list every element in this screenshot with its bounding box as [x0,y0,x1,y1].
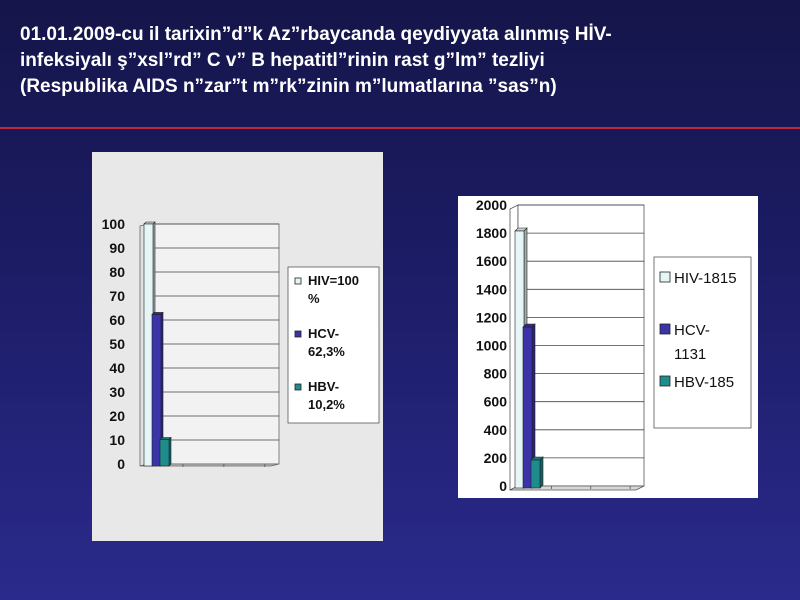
y-tick-label: 200 [483,449,507,466]
y-tick-label: 30 [109,384,125,400]
y-tick-label: 100 [101,216,125,232]
legend-label: HBV- [308,379,340,394]
y-tick-label: 40 [109,360,125,376]
slide-title [20,22,790,100]
legend-swatch [295,331,301,337]
y-tick-label: 1200 [475,309,507,326]
y-tick-label: 2000 [475,197,507,213]
legend-label: 10,2% [308,397,345,412]
legend-label: HBV-185 [674,374,735,391]
y-tick-label: 80 [109,264,125,280]
y-tick-label: 90 [109,240,125,256]
y-tick-label: 0 [117,456,125,472]
legend-label: 62,3% [308,344,345,359]
bar-hbv [531,457,543,488]
y-tick-label: 20 [109,408,125,424]
y-tick-label: 600 [483,393,507,410]
y-tick-label: 800 [483,365,507,382]
y-tick-label: 400 [483,421,507,438]
legend-swatch [660,376,670,386]
legend-label: 1131 [674,346,707,363]
legend-swatch [295,384,301,390]
y-tick-label: 1800 [475,225,507,242]
y-tick-label: 10 [109,432,125,448]
legend-label: HIV-1815 [674,270,737,287]
chart-counts [458,196,758,498]
legend-swatch [660,272,670,282]
title-divider [0,127,800,129]
title-line-3: (Respublika AIDS n”zar”t m”rk”zinin m”lumatlarına ”sas”n) [20,76,557,97]
y-tick-label: 70 [109,288,125,304]
y-tick-label: 60 [109,312,125,328]
legend-swatch [660,324,670,334]
y-tick-label: 50 [109,336,125,352]
y-tick-label: 0 [499,478,507,494]
y-tick-label: 1600 [475,253,507,270]
y-tick-label: 1000 [475,337,507,354]
title-line-2: infeksiyalı ş”xsl”rd” C v” B hepatitl”rinin rast g”lm” tezliyi [20,50,545,71]
y-tick-label: 1400 [475,281,507,298]
chart-percent [92,152,383,541]
legend-swatch [295,278,301,284]
title-line-1: 01.01.2009-cu il tarixin”d”k Az”rbaycanda qeydiyyata alınmış HİV- [20,24,612,45]
legend-label: HIV=100 [308,273,359,288]
legend-label: HCV- [674,322,710,339]
legend-label: % [308,291,320,306]
bar-hbv [160,438,171,466]
legend-label: HCV- [308,326,340,341]
